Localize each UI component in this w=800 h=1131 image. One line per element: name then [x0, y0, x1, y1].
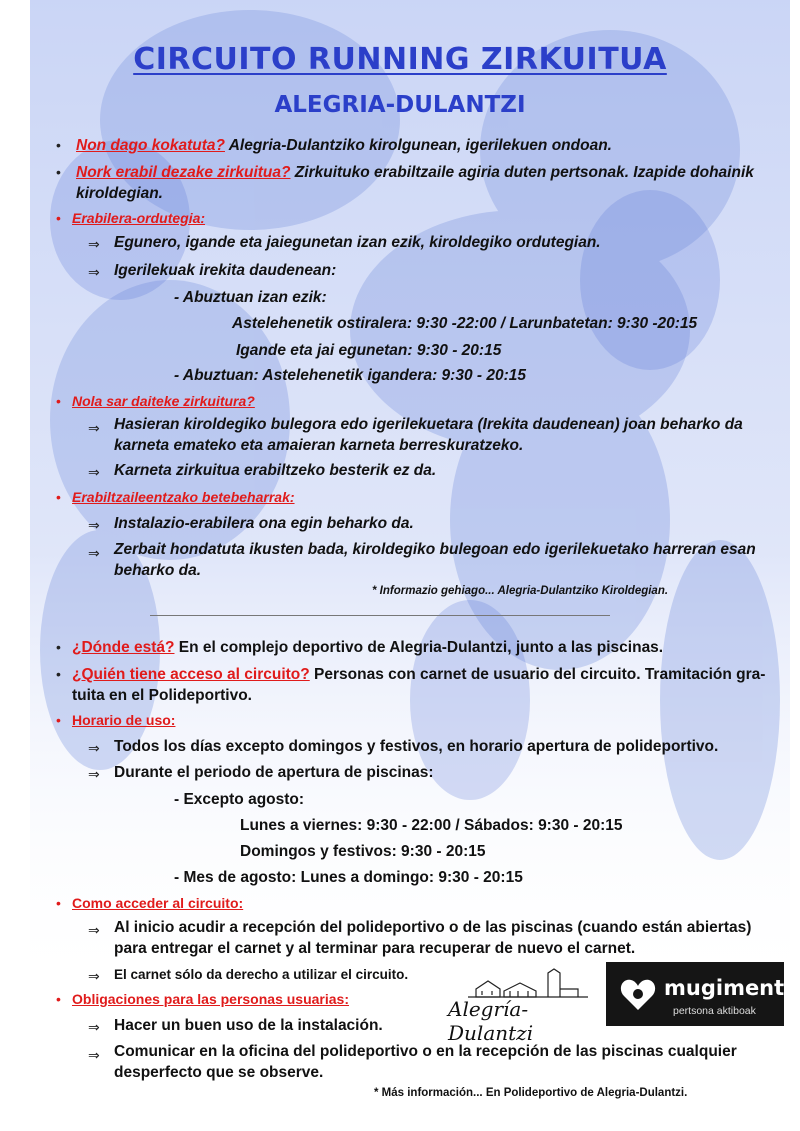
- eu-duty-1: Instalazio-erabilera ona egin beharko da.: [114, 515, 414, 532]
- arrow-icon: ⇒: [88, 545, 100, 561]
- arrow-icon: ⇒: [88, 236, 100, 252]
- arrow-icon: ⇒: [88, 766, 100, 782]
- bullet-icon: •: [56, 210, 61, 226]
- es-who-text-1: Personas con carnet de usuario del circuito. Tramitación gra-: [309, 666, 766, 683]
- eu-location-text: Alegria-Dulantziko kirolgunean, igerilekuen ondoan.: [224, 137, 612, 154]
- mugiment-heart-icon: [618, 974, 658, 1014]
- es-duties-label: Obligaciones para las personas usuarias:: [72, 991, 349, 1007]
- eu-who-label: Nork erabil dezake zirkuitua?: [76, 164, 291, 181]
- es-schedule-2b: - Mes de agosto: Lunes a domingo: 9:30 - 20:15: [174, 869, 523, 886]
- es-location: [72, 637, 663, 658]
- bullet-icon: •: [56, 137, 61, 153]
- es-location-label: ¿Dónde está?: [72, 639, 175, 656]
- bullet-icon: •: [56, 666, 61, 682]
- arrow-icon: ⇒: [88, 264, 100, 280]
- eu-access-2: Karneta zirkuitua erabiltzeko besterik ez da.: [114, 462, 437, 479]
- eu-schedule-2: Igerilekuak irekita daudenean:: [114, 262, 337, 279]
- bullet-icon: •: [56, 639, 61, 655]
- mugiment-brand-text: mugiment: [664, 976, 785, 1000]
- es-schedule-2: Durante el periodo de apertura de piscinas:: [114, 764, 434, 781]
- arrow-icon: ⇒: [88, 740, 100, 756]
- es-schedule-2a-2: Domingos y festivos: 9:30 - 20:15: [240, 843, 486, 860]
- es-duty-1: Hacer un buen uso de la instalación.: [114, 1017, 383, 1034]
- bullet-icon: •: [56, 164, 61, 180]
- eu-schedule-2a-2: Igande eta jai egunetan: 9:30 - 20:15: [236, 342, 502, 359]
- eu-schedule-label: Erabilera-ordutegia:: [72, 210, 206, 226]
- bullet-icon: •: [56, 991, 61, 1007]
- es-schedule-2a: - Excepto agosto:: [174, 791, 305, 808]
- eu-access-label: Nola sar daiteke zirkuitura?: [72, 393, 255, 409]
- es-who: [72, 664, 777, 685]
- page-subtitle: ALEGRIA-DULANTZI: [274, 92, 526, 118]
- bullet-icon: •: [56, 895, 61, 911]
- es-who-label: ¿Quién tiene acceso al circuito?: [72, 666, 310, 683]
- es-access-2: El carnet sólo da derecho a utilizar el circuito.: [114, 967, 409, 982]
- arrow-icon: ⇒: [88, 464, 100, 480]
- es-schedule-1: Todos los días excepto domingos y festivos, en horario apertura de polideportivo.: [114, 738, 719, 755]
- mugiment-logo: [606, 962, 784, 1026]
- eu-schedule-2a-1: Astelehenetik ostiralera: 9:30 -22:00 / Larunbatetan: 9:30 -20:15: [232, 315, 698, 332]
- eu-access-1b: karneta emateko eta amaieran karneta berreskuratzeko.: [114, 437, 524, 454]
- mugiment-tagline: pertsona aktiboak: [673, 1005, 756, 1017]
- es-location-text: En el complejo deportivo de Alegria-Dulantzi, junto a las piscinas.: [174, 639, 664, 656]
- eu-duties-label: Erabiltzaileentzako betebeharrak:: [72, 489, 295, 505]
- bullet-icon: •: [56, 489, 61, 505]
- eu-duty-2a: Zerbait hondatuta ikusten bada, kiroldegiko bulegoan edo igerilekuetako harreran esan: [114, 541, 756, 558]
- arrow-icon: ⇒: [88, 1047, 100, 1063]
- alegria-dulantzi-logo: [448, 967, 598, 1045]
- eu-schedule-2a: - Abuztuan izan ezik:: [174, 289, 327, 306]
- es-more-info: * Más información... En Polideportivo de Alegria-Dulantzi.: [374, 1087, 688, 1099]
- es-access-label: Como acceder al circuito:: [72, 895, 244, 911]
- arrow-icon: ⇒: [88, 517, 100, 533]
- es-schedule-label: Horario de uso:: [72, 712, 176, 728]
- eu-duty-2b: beharko da.: [114, 562, 201, 579]
- arrow-icon: ⇒: [88, 1019, 100, 1035]
- eu-more-info: * Informazio gehiago... Alegria-Dulantziko Kiroldegian.: [372, 585, 669, 597]
- eu-schedule-1: Egunero, igande eta jaiegunetan izan ezik, kiroldegiko ordutegian.: [114, 234, 601, 251]
- es-duty-2a: Comunicar en la oficina del polideportivo o en la recepción de las piscinas cualquier: [114, 1043, 737, 1060]
- page-title: CIRCUITO RUNNING ZIRKUITUA: [133, 42, 667, 77]
- bullet-icon: •: [56, 712, 61, 728]
- es-access-1a: Al inicio acudir a recepción del polideportivo o de las piscinas (cuando están abiertas): [114, 919, 752, 936]
- eu-access-1a: Hasieran kiroldegiko bulegora edo igerilekuetara (Irekita daudenean) joan beharko da: [114, 416, 743, 433]
- eu-location: [76, 135, 612, 156]
- es-access-1b: para entregar el carnet y al terminar para recuperar de nuevo el carnet.: [114, 940, 636, 957]
- section-divider: [150, 615, 610, 616]
- es-duty-2b: desperfecto que se observe.: [114, 1064, 324, 1081]
- town-logo-text: Alegría-Dulantzi: [448, 997, 534, 1045]
- eu-who: [76, 162, 776, 183]
- bullet-icon: •: [56, 393, 61, 409]
- es-who-text-2: tuita en el Polideportivo.: [72, 687, 252, 704]
- es-schedule-2a-1: Lunes a viernes: 9:30 - 22:00 / Sábados: 9:30 - 20:15: [240, 817, 623, 834]
- eu-location-label: Non dago kokatuta?: [76, 137, 225, 154]
- arrow-icon: ⇒: [88, 420, 100, 436]
- arrow-icon: ⇒: [88, 968, 100, 984]
- eu-who-text-2: kiroldegian.: [76, 185, 163, 202]
- eu-schedule-2b: - Abuztuan: Astelehenetik igandera: 9:30 - 20:15: [174, 367, 526, 384]
- arrow-icon: ⇒: [88, 922, 100, 938]
- eu-who-text-1: Zirkuituko erabiltzaile agiria duten pertsonak. Izapide dohainik: [290, 164, 754, 181]
